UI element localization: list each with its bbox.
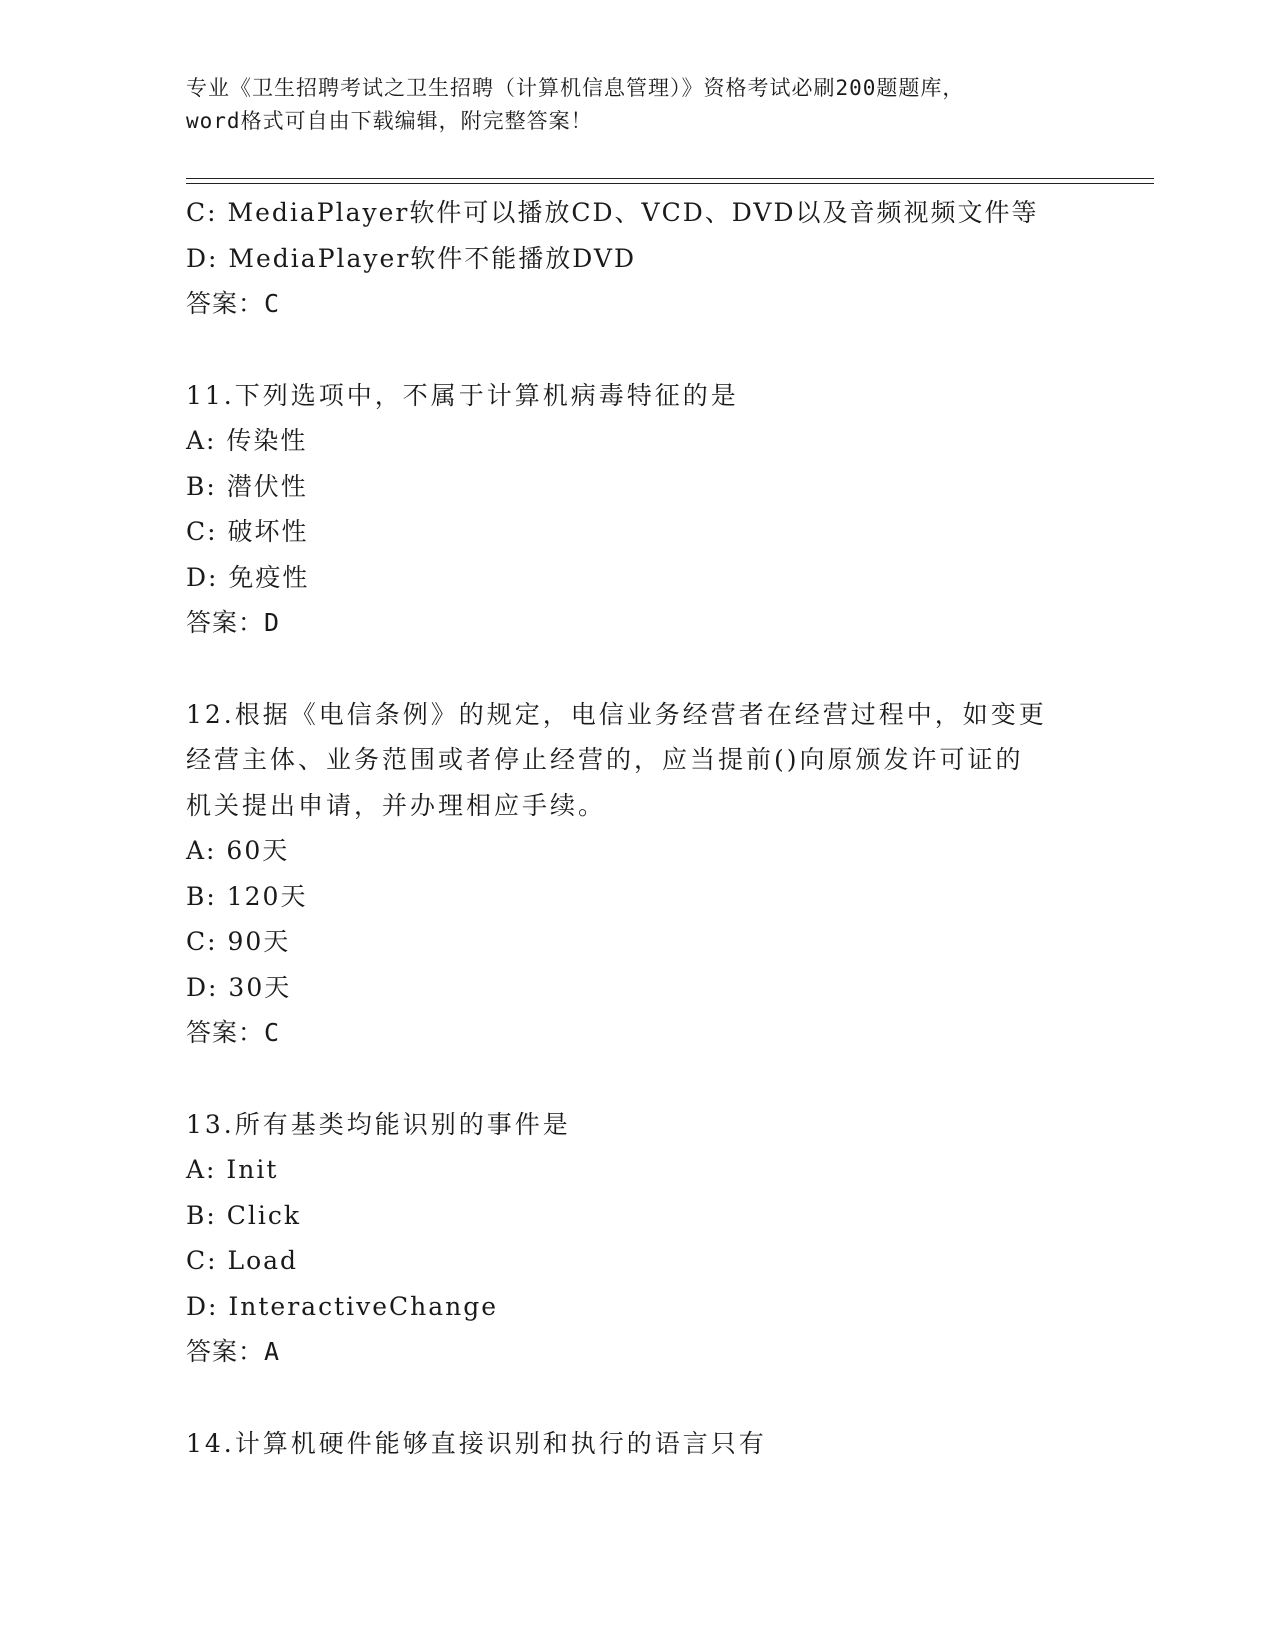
question-14 <box>186 1421 1086 1467</box>
option-c: C: Load <box>186 1246 299 1275</box>
question-12 <box>186 692 1086 1056</box>
option-c: C: 破坏性 <box>186 517 309 546</box>
option-b: B: Click <box>186 1200 302 1230</box>
option-a: A: 60天 <box>186 836 290 865</box>
option-c: C: MediaPlayer软件可以播放CD、VCD、DVD以及音频视频文件等 <box>186 198 1039 227</box>
question-10-tail <box>186 190 1086 327</box>
question-text-line-3: 机关提出申请，并办理相应手续。 <box>186 790 607 820</box>
question-text: 11.下列选项中，不属于计算机病毒特征的是 <box>186 380 739 410</box>
header-rule-bottom <box>186 183 1154 184</box>
option-d: D: InteractiveChange <box>186 1291 499 1321</box>
question-text-line-1: 12.根据《电信条例》的规定，电信业务经营者在经营过程中，如变更 <box>186 699 1047 729</box>
option-a: A: 传染性 <box>186 426 308 455</box>
answer: 答案：C <box>186 289 281 318</box>
document-header <box>186 72 1086 138</box>
option-d: D: 30天 <box>186 972 292 1002</box>
option-c: C: 90天 <box>186 927 291 956</box>
question-11 <box>186 373 1086 646</box>
answer: 答案：A <box>186 1337 281 1366</box>
option-d: D: 免疫性 <box>186 562 310 592</box>
option-b: B: 120天 <box>186 881 308 911</box>
question-text: 14.计算机硬件能够直接识别和执行的语言只有 <box>186 1428 767 1458</box>
question-list <box>186 190 1086 1466</box>
answer: 答案：D <box>186 608 281 637</box>
header-line-1: 专业《卫生招聘考试之卫生招聘（计算机信息管理）》资格考试必刷200题题库， <box>186 76 965 100</box>
option-d: D: MediaPlayer软件不能播放DVD <box>186 243 637 273</box>
question-text-line-2: 经营主体、业务范围或者停止经营的，应当提前()向原颁发许可证的 <box>186 745 1024 774</box>
header-line-2: word格式可自由下载编辑，附完整答案！ <box>186 109 593 133</box>
option-a: A: Init <box>186 1155 279 1184</box>
option-b: B: 潜伏性 <box>186 471 308 501</box>
question-text: 13.所有基类均能识别的事件是 <box>186 1109 571 1139</box>
answer: 答案：C <box>186 1018 281 1047</box>
question-13 <box>186 1102 1086 1375</box>
header-rule-top <box>186 178 1154 179</box>
